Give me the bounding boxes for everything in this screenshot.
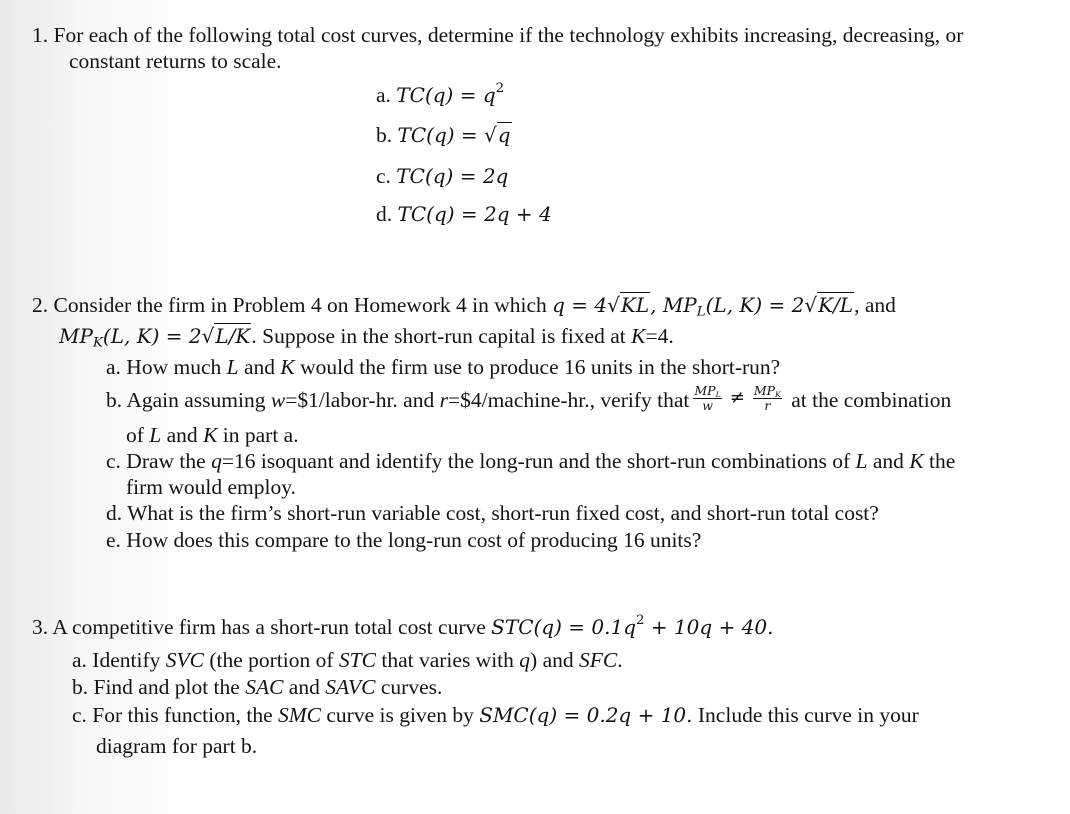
q1-item-b xyxy=(376,122,512,148)
q2-l1-mpl: , MP xyxy=(650,293,697,317)
q3-b-text1: b. Find and plot the xyxy=(72,675,246,699)
q2-l2-k: K xyxy=(631,324,646,348)
q2-b-fraction-mpk-r xyxy=(753,384,782,412)
q3-a-stc: STC xyxy=(338,648,376,672)
q3-l1-text: 3. A competitive firm has a short-run total cost curve xyxy=(32,615,492,639)
q3-b-text2: and xyxy=(283,675,326,699)
q2-l1-q-radicand: KL xyxy=(620,293,650,317)
q3-c-smc: SMC xyxy=(278,703,322,727)
q2-part-b-line2 xyxy=(126,422,299,448)
q2-b-r: r xyxy=(439,388,448,412)
q2-b-neq: ≠ xyxy=(729,387,745,408)
q3-a-q: q xyxy=(519,648,531,672)
q2-l1-mpl-radicand: K/L xyxy=(818,293,854,317)
q2-line1 xyxy=(32,292,896,318)
q1-item-d xyxy=(376,201,552,227)
q2-a-L: L xyxy=(226,355,239,379)
q1-a-exponent: 2 xyxy=(495,81,505,97)
q3-l1-exponent: 2 xyxy=(636,613,645,629)
q1-b-label: b. xyxy=(376,123,393,147)
q2-c-text3: and xyxy=(867,449,910,473)
q1-item-c xyxy=(376,163,508,189)
q2-b-frac2-den: r xyxy=(764,398,771,414)
q3-part-b xyxy=(72,674,442,700)
q3-c-expr: SMC(q) = 0.2q + 10. xyxy=(479,703,693,727)
q2-b-frac1-num: MP xyxy=(694,383,716,399)
q2-b2-text3: in part a. xyxy=(217,423,299,447)
q2-l1-mpl-args: (L, K) = 2 xyxy=(705,293,805,317)
q2-c-text2: =16 isoquant and identify the long-run and the short-run combinations of xyxy=(221,449,856,473)
q3-part-c-line2: diagram for part b. xyxy=(96,734,258,758)
q2-b-frac2-num: MP xyxy=(753,383,776,399)
q2-part-b xyxy=(106,383,952,416)
q2-l1-q-radical: √KL xyxy=(607,293,650,317)
q2-b-text2: =$1/labor-hr. and xyxy=(285,388,440,412)
q2-a-text2: and xyxy=(238,355,281,379)
q3-b-text3: curves. xyxy=(375,675,443,699)
q3-c-text3: Include this curve in your xyxy=(692,703,919,727)
q1-c-label: c. xyxy=(376,164,391,188)
q1-b-expr: TC(q) = xyxy=(397,123,485,147)
q3-a-sfc: SFC xyxy=(579,648,618,672)
q1-item-a xyxy=(376,82,504,108)
q2-b-w: w xyxy=(270,388,286,412)
q2-b-frac2-sub: K xyxy=(775,390,781,399)
q3-a-text3: that varies with xyxy=(375,648,520,672)
q3-l1-expr2: + 10q + 40. xyxy=(644,615,774,639)
q1-c-expr: TC(q) = 2q xyxy=(396,164,509,188)
q1-intro-line1: 1. For each of the following total cost curves, determine if the technology exhibits increasing, decreasing, or xyxy=(32,23,964,47)
q2-l2-end: =4. xyxy=(645,324,674,348)
q2-l1-end: , and xyxy=(854,293,896,317)
q3-line1 xyxy=(32,614,774,640)
q2-c-text1: c. Draw the xyxy=(106,449,212,473)
q2-c-L: L xyxy=(855,449,868,473)
q2-l2-mpk: MP xyxy=(59,324,93,348)
q3-a-svc: SVC xyxy=(165,648,204,672)
q2-b-text1: b. Again assuming xyxy=(106,388,271,412)
q2-l2-mpk-sub: K xyxy=(92,335,103,351)
q2-b-text3: =$4/machine-hr., verify that xyxy=(447,388,690,412)
q2-part-d: d. What is the firm’s short-run variable cost, short-run fixed cost, and short-run total cost? xyxy=(106,501,879,525)
q2-b-frac1-den: w xyxy=(702,398,713,414)
q2-b2-L: L xyxy=(149,423,162,447)
q2-l1-mpl-sub: L xyxy=(696,304,706,320)
q1-intro-line2: constant returns to scale. xyxy=(69,49,282,73)
q2-b-fraction-mpl-w xyxy=(693,384,721,412)
q2-c-q: q xyxy=(211,449,222,473)
q2-b-frac1-sub: L xyxy=(715,390,721,399)
q2-part-c xyxy=(106,448,955,474)
q1-d-label: d. xyxy=(376,202,393,226)
q2-b-text4: at the combination xyxy=(785,388,952,412)
q3-a-text2: (the portion of xyxy=(203,648,339,672)
q3-a-text1: a. Identify xyxy=(72,648,166,672)
q1-b-radical: √q xyxy=(484,123,511,147)
q2-l2-text: . Suppose in the short-run capital is fixed at xyxy=(251,324,632,348)
q2-b2-text2: and xyxy=(161,423,204,447)
q3-a-text5: . xyxy=(617,648,623,672)
q3-part-a xyxy=(72,647,623,673)
q2-l1-q: q = 4 xyxy=(552,293,608,317)
q2-part-e: e. How does this compare to the long-run cost of producing 16 units? xyxy=(106,528,702,552)
q1-a-label: a. xyxy=(376,83,391,107)
q2-a-text1: a. How much xyxy=(106,355,227,379)
q2-a-K: K xyxy=(280,355,295,379)
q2-part-c-line2: firm would employ. xyxy=(126,475,296,499)
q3-b-sac: SAC xyxy=(245,675,284,699)
q3-c-text2: curve is given by xyxy=(321,703,480,727)
q3-a-text4: ) and xyxy=(530,648,579,672)
q3-l1-expr1: STC(q) = 0.1q xyxy=(491,615,636,639)
q3-b-savc: SAVC xyxy=(325,675,376,699)
q2-c-K: K xyxy=(909,449,924,473)
q1-a-expr: TC(q) = q xyxy=(396,83,496,107)
q2-l2-mpk-radicand: L/K xyxy=(215,324,251,348)
q2-a-text3: would the firm use to produce 16 units in the short-run? xyxy=(294,355,781,379)
q3-c-text1: c. For this function, the xyxy=(72,703,279,727)
q2-c-text4: the xyxy=(923,449,956,473)
q2-l1-mpl-radical: √K/L xyxy=(804,293,854,317)
q2-part-a xyxy=(106,354,780,380)
q1-b-radicand: q xyxy=(497,123,511,147)
q2-line2 xyxy=(59,323,674,349)
q2-b2-K: K xyxy=(203,423,218,447)
q2-l2-mpk-args: (L, K) = 2 xyxy=(102,324,202,348)
q3-part-c xyxy=(72,702,919,728)
q1-d-expr: TC(q) = 2q + 4 xyxy=(397,202,552,226)
q2-b2-text1: of xyxy=(126,423,150,447)
q2-l2-mpk-radical: √L/K xyxy=(201,324,251,348)
q2-l1-text: 2. Consider the firm in Problem 4 on Homework 4 in which xyxy=(32,293,553,317)
